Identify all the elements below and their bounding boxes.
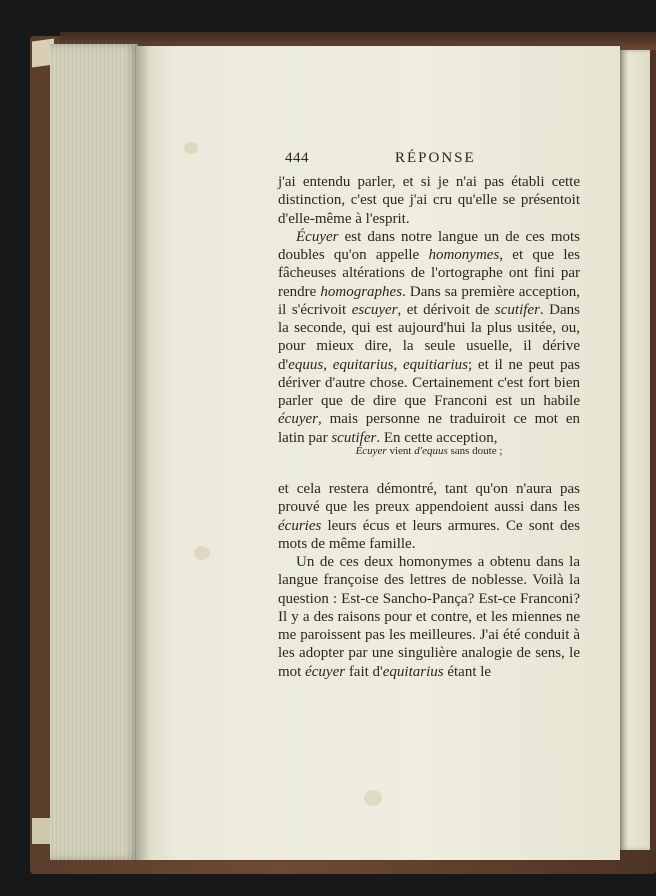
text-run: étant le xyxy=(443,663,492,680)
foxing-spot xyxy=(364,790,382,806)
italic-term: equitarius xyxy=(382,663,444,680)
italic-term: écuyer xyxy=(305,663,346,680)
italic-term: Écuyer xyxy=(355,445,387,457)
paragraph xyxy=(278,480,580,553)
italic-term: écuyer xyxy=(278,411,318,428)
italic-term: scutifer xyxy=(331,429,377,446)
paragraph xyxy=(278,553,580,681)
italic-term: scutifer xyxy=(494,301,540,318)
text-run: Un de ces deux homonymes a obtenu dans la langue françoise des lettres de noblesse. Voilà la question : Est-ce Sancho-Pança? Est-ce Franconi? Il y a des raisons pour et contre, et les miennes ne me paroissent pas les meilleures. J'ai été conduit à les adopter par une singulière analogie de sens, le mot xyxy=(278,554,580,680)
italic-term: écuries xyxy=(278,517,322,534)
text-run: , mais personne ne traduiroit ce mot en latin par xyxy=(278,411,580,446)
running-head xyxy=(285,150,585,170)
italic-term: d'equus xyxy=(414,445,448,457)
italic-term: homonymes xyxy=(428,247,500,263)
page-gutter-shadow xyxy=(136,46,150,860)
text-run: leurs écus et leurs armures. Ce sont des mots de même famille. xyxy=(278,517,580,552)
text-run: . Dans sa première acception, il s'écrivoit xyxy=(278,283,580,318)
italic-term: equus xyxy=(288,356,324,373)
paragraph: j'ai entendu parler, et si je n'ai pas établi cette distinction, c'est que j'ai cru qu'elle se présentoit d'elle-même à l'esprit. xyxy=(278,174,580,227)
foxing-spot xyxy=(194,546,210,560)
text-run: . Dans la seconde, qui est aujourd'hui la plus usitée, ou, pour mieux dire, la seule usuelle, il dérive d' xyxy=(278,301,581,373)
verse-line xyxy=(278,445,580,457)
text-run: sans doute ; xyxy=(447,445,503,457)
text-run: vient xyxy=(386,445,415,457)
italic-term: escuyer xyxy=(351,301,398,318)
text-run: , xyxy=(393,356,404,373)
italic-term: equitiarius xyxy=(403,356,469,373)
text-run: , xyxy=(323,356,333,373)
text-block-upper xyxy=(278,173,580,447)
running-title: RÉPONSE xyxy=(395,150,476,166)
italic-term: equitarius xyxy=(332,356,394,373)
page-stack-edge xyxy=(50,44,138,860)
text-run: , et dérivoit de xyxy=(397,301,495,318)
text-run: est dans notre langue un de ces mots doubles qu'on appelle xyxy=(278,228,580,263)
text-run: ; et il ne peut pas dériver d'autre chose. Certainement c'est fort bien parler que de dire que Franconi est un habile xyxy=(278,356,580,409)
text-run: . En cette acception, xyxy=(376,429,498,446)
facing-page-edge xyxy=(620,50,650,850)
text-run: et cela restera démontré, tant qu'on n'aura pas prouvé que les preux appendoient aussi dans les xyxy=(278,481,580,516)
page-number: 444 xyxy=(285,150,309,166)
italic-term: homographes xyxy=(320,283,403,300)
text-run: fait d' xyxy=(345,663,383,680)
text-run: , et que les fâcheuses altérations de l'ortographe ont fini par rendre xyxy=(278,247,580,300)
text-block-lower xyxy=(278,480,580,681)
italic-term: Écuyer xyxy=(296,228,339,245)
foxing-spot xyxy=(184,142,198,154)
paragraph xyxy=(278,228,580,447)
